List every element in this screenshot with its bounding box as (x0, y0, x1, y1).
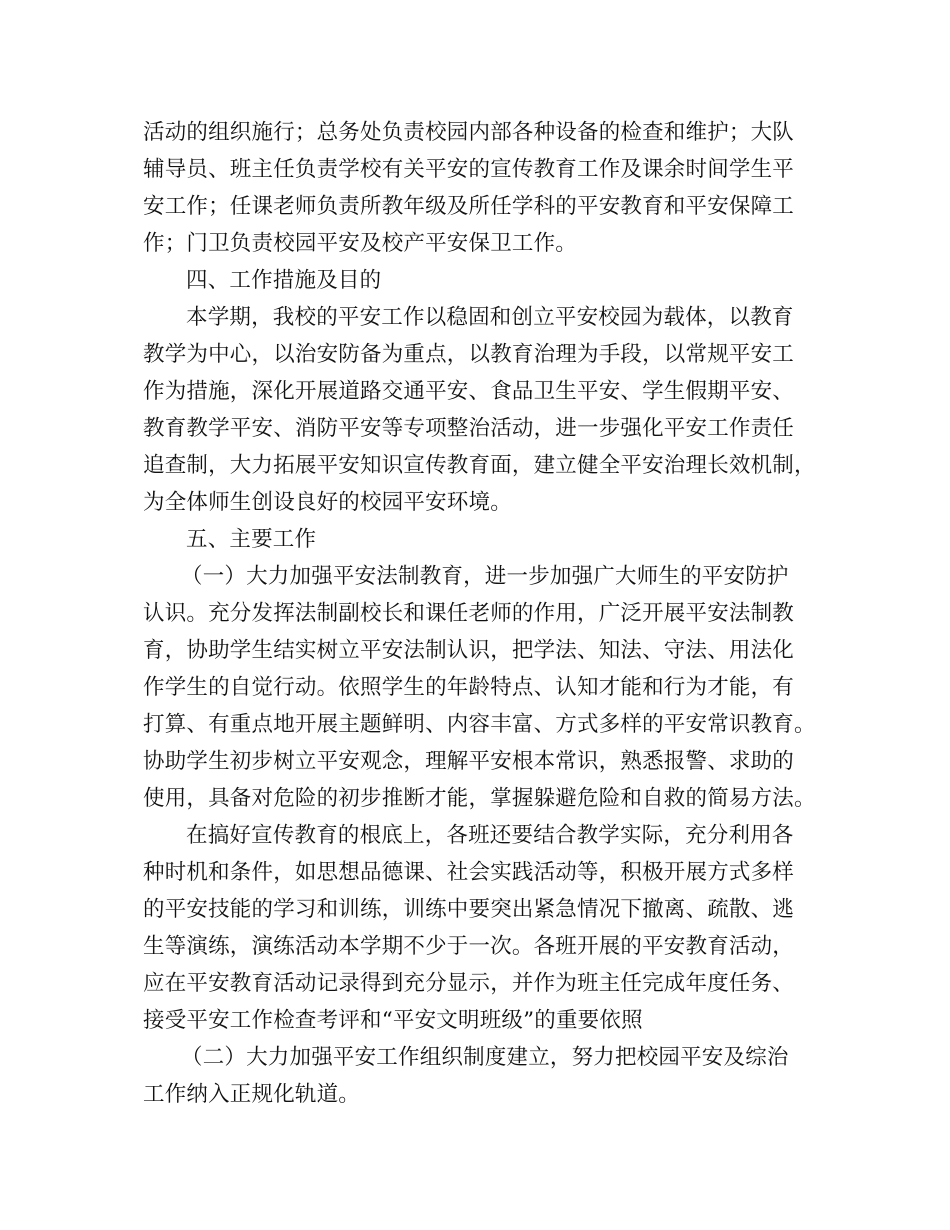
body-text-line: 教学为中心，以治安防备为重点，以教育治理为手段，以常规平安工 (143, 342, 795, 367)
body-text-line: 认识。充分发挥法制副校长和课任老师的作用，广泛开展平安法制教 (143, 601, 795, 626)
body-text-line: 本学期，我校的平安工作以稳固和创立平安校园为载体，以教育 (186, 305, 794, 330)
body-text-line: 安工作；任课老师负责所教年级及所任学科的平安教育和平安保障工 (143, 194, 795, 219)
body-text-line: 打算、有重点地开展主题鲜明、内容丰富、方式多样的平安常识教育。 (143, 712, 816, 737)
body-text-line: 在搞好宣传教育的根底上，各班还要结合教学实际，充分利用各 (186, 823, 794, 848)
body-text-line: 辅导员、班主任负责学校有关平安的宣传教育工作及课余时间学生平 (143, 157, 795, 182)
body-text-line: 工作纳入正规化轨道。 (143, 1082, 361, 1107)
body-text-line: 协助学生初步树立平安观念，理解平安根本常识，熟悉报警、求助的 (143, 749, 795, 774)
section-heading-4: 四、工作措施及目的 (186, 268, 382, 293)
subsection-heading-1: （一）大力加强平安法制教育，进一步加强广大师生的平安防护 (181, 564, 789, 589)
document-body (143, 114, 828, 1113)
body-text-line: 育，协助学生结实树立平安法制认识，把学法、知法、守法、用法化 (143, 638, 795, 663)
body-text-line: 作学生的自觉行动。依照学生的年龄特点、认知才能和行为才能，有 (143, 675, 795, 700)
body-text-line: 追查制，大力拓展平安知识宣传教育面，建立健全平安治理长效机制， (143, 453, 816, 478)
body-text-line: 生等演练，演练活动本学期不少于一次。各班开展的平安教育活动， (143, 934, 795, 959)
body-text-line: 接受平安工作检查考评和“平安文明班级”的重要依照 (143, 1008, 643, 1033)
body-text-line: 作为措施，深化开展道路交通平安、食品卫生平安、学生假期平安、 (143, 379, 795, 404)
body-text-line: 教育教学平安、消防平安等专项整治活动，进一步强化平安工作责任 (143, 416, 795, 441)
body-text-line: 为全体师生创设良好的校园平安环境。 (143, 490, 512, 515)
body-text-line: 应在平安教育活动记录得到充分显示，并作为班主任完成年度任务、 (143, 971, 795, 996)
body-text-line: 使用，具备对危险的初步推断才能，掌握躲避危险和自救的简易方法。 (143, 786, 816, 811)
body-text-line: 的平安技能的学习和训练，训练中要突出紧急情况下撤离、疏散、逃 (143, 897, 795, 922)
subsection-heading-2: （二）大力加强平安工作组织制度建立，努力把校园平安及综治 (181, 1045, 789, 1070)
body-text-line: 种时机和条件，如思想品德课、社会实践活动等，积极开展方式多样 (143, 860, 795, 885)
body-text-line: 作；门卫负责校园平安及校产平安保卫工作。 (143, 231, 578, 256)
body-text-line: 活动的组织施行；总务处负责校园内部各种设备的检查和维护；大队 (143, 120, 795, 145)
section-heading-5: 五、主要工作 (186, 527, 317, 552)
